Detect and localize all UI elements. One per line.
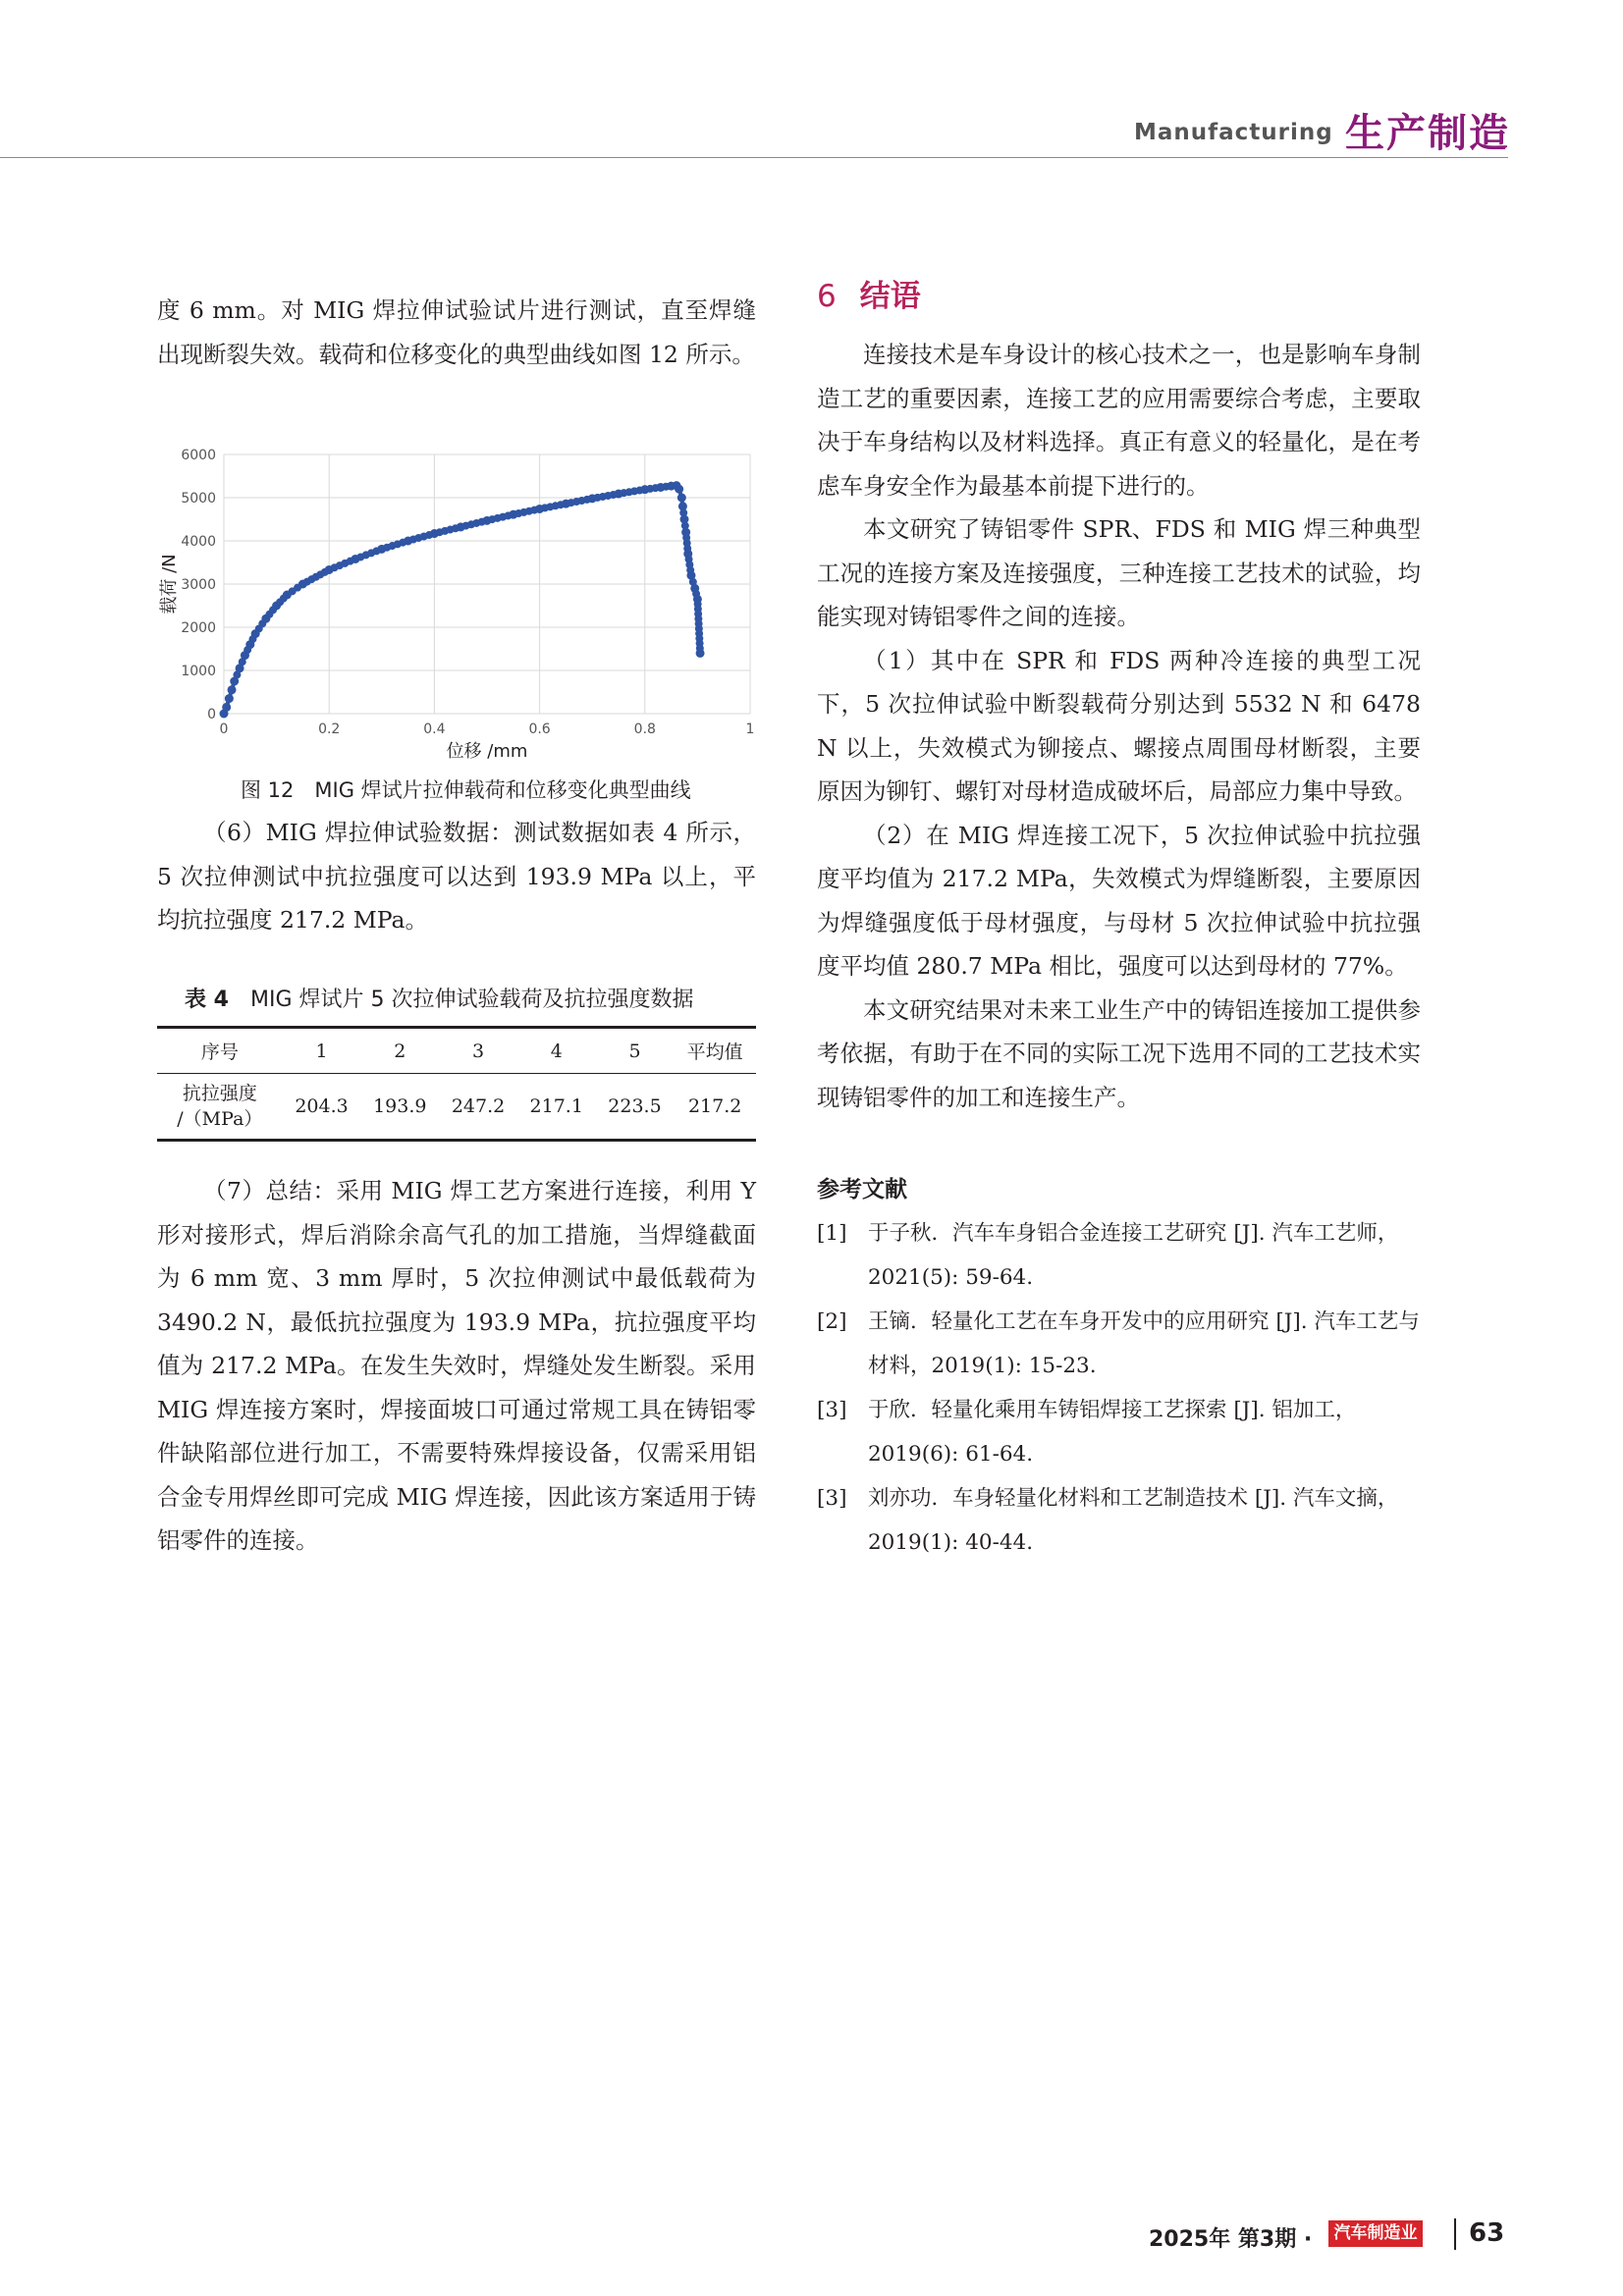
chart-point — [679, 508, 687, 516]
data-table — [157, 1026, 756, 1142]
chart-y-tick-label: 3000 — [181, 577, 216, 593]
chart-point — [652, 484, 660, 492]
chart-series-line — [224, 486, 700, 714]
table-title-text: MIG 焊试片 5 次拉伸试验载荷及抗拉强度数据 — [249, 988, 694, 1012]
table-row — [157, 1074, 756, 1141]
chart-point — [696, 644, 704, 652]
chart-point — [321, 568, 329, 576]
header-section-en: Manufacturing — [1134, 120, 1333, 145]
table-header-cell: 2 — [360, 1028, 439, 1074]
reference-number: [2] — [817, 1309, 847, 1334]
chart-point — [677, 494, 686, 503]
chart-x-tick-label: 0.6 — [528, 721, 551, 737]
chart-y-tick-label: 6000 — [181, 448, 216, 463]
load-displacement-chart — [157, 440, 761, 774]
chart-point — [681, 522, 689, 530]
chart-y-tick-label: 5000 — [181, 491, 216, 507]
table-header-row — [157, 1028, 756, 1074]
reference-item — [817, 1212, 1421, 1300]
chart-point — [610, 491, 618, 499]
table-header-cell: 序号 — [157, 1028, 283, 1074]
table-cell: 204.3 — [283, 1074, 361, 1141]
chart-point — [689, 578, 697, 586]
reference-number: [3] — [817, 1398, 847, 1422]
chart-y-label: 载荷 /N — [159, 554, 180, 614]
chart-point — [662, 483, 670, 491]
intro-paragraph: 度 6 mm。对 MIG 焊拉伸试验试片进行测试，直至焊缝出现断裂失效。载荷和位移变化的典型曲线如图 12 所示。 — [157, 296, 756, 368]
chart-y-tick-label: 2000 — [181, 620, 216, 636]
conclusion-p1: 连接技术是车身设计的核心技术之一，也是影响车身制造工艺的重要因素，连接工艺的应用需要综合考虑，主要取决于车身结构以及材料选择。真正有意义的轻量化，是在考虑车身安全作为最基本前提下进行的。 — [817, 341, 1421, 500]
left-intro — [157, 289, 756, 376]
table-cell: 217.1 — [517, 1074, 596, 1141]
chart-x-tick-label: 0.8 — [633, 721, 656, 737]
chart-x-tick-label: 1 — [745, 721, 755, 737]
row-label-line1: 抗拉强度 — [182, 1083, 257, 1104]
chart-y-tick-label: 1000 — [181, 664, 216, 679]
reference-text: 于欣．轻量化乘用车铸铝焊接工艺探索 [J]. 铝加工，2019(6): 61-64. — [868, 1398, 1357, 1467]
footer-issue: 2025年 第3期 · — [1149, 2227, 1313, 2252]
chart-x-label: 位移 /mm — [446, 741, 528, 762]
references-title: 参考文献 — [817, 1177, 907, 1202]
chart-point — [228, 685, 237, 694]
table-header-cell: 3 — [439, 1028, 517, 1074]
conclusion-p2: 本文研究了铸铝零件 SPR、FDS 和 MIG 焊三种典型工况的连接方案及连接强度，三种连接工艺技术的试验，均能实现对铸铝零件之间的连接。 — [817, 515, 1421, 630]
reference-text: 于子秋．汽车车身铝合金连接工艺研究 [J]. 汽车工艺师，2021(5): 59-64. — [868, 1221, 1399, 1290]
chart-x-tick-label: 0 — [219, 721, 229, 737]
right-body — [817, 333, 1421, 1119]
header-rule — [0, 157, 1508, 158]
left-after-figure — [157, 811, 756, 942]
chart-point — [452, 524, 460, 532]
chart-point — [530, 507, 538, 514]
section-heading — [817, 271, 921, 315]
chart-point — [557, 501, 565, 508]
chart-point — [504, 511, 512, 519]
chart-point — [243, 646, 251, 654]
chart-y-tick-label: 4000 — [181, 534, 216, 550]
table-cell: 223.5 — [596, 1074, 675, 1141]
reference-item — [817, 1301, 1421, 1388]
page-number: 63 — [1469, 2218, 1505, 2248]
chart-point — [258, 619, 266, 627]
table-header-cell: 4 — [517, 1028, 596, 1074]
reference-item — [817, 1477, 1421, 1565]
chart-point — [635, 487, 643, 495]
table-cell: 193.9 — [360, 1074, 439, 1141]
conclusion-p4: （2）在 MIG 焊连接工况下，5 次拉伸试验中抗拉强度平均值为 217.2 MPa，失效模式为焊缝断裂，主要原因为焊缝强度低于母材强度，与母材 5 次拉伸试验中抗拉强度平均值 280.7 MPa 相比，强度可以达到母材的 77%。 — [817, 821, 1421, 980]
table-title — [185, 983, 693, 1013]
reference-text: 王镝．轻量化工艺在车身开发中的应用研究 [J]. 汽车工艺与材料，2019(1): 15-23. — [868, 1309, 1420, 1378]
reference-number: [3] — [817, 1486, 847, 1511]
after-figure-paragraph: （6）MIG 焊拉伸试验数据：测试数据如表 4 所示，5 次拉伸测试中抗拉强度可以达到 193.9 MPa 以上，平均抗拉强度 217.2 MPa。 — [157, 819, 756, 934]
table-label: 表 4 — [185, 988, 229, 1012]
chart-point — [425, 531, 433, 539]
section-number: 6 — [817, 279, 837, 314]
table-row-label — [157, 1074, 283, 1141]
footer-magazine-logo: 汽车制造业 — [1328, 2220, 1423, 2247]
reference-number: [1] — [817, 1221, 847, 1246]
chart-point — [280, 595, 288, 603]
table-header-cell: 1 — [283, 1028, 361, 1074]
summary-paragraph: （7）总结：采用 MIG 焊工艺方案进行连接，利用 Y 形对接形式，焊后消除余高气孔的加工措施，当焊缝截面为 6 mm 宽、3 mm 厚时，5 次拉伸测试中最低载荷为 3490.2 N，最低抗拉强度为 193.9 MPa，抗拉强度平均值为 217.2 MPa。在发生失效时，焊缝处发生断裂。采用 MIG 焊连接方案时，焊接面坡口可通过常规工具在铸铝零件缺陷部位进行加工，不需要特殊焊接设备，仅需采用铝合金专用焊丝即可完成 MIG 焊连接，因此该方案适用于铸铝零件的连接。 — [157, 1177, 756, 1554]
references-list — [817, 1212, 1421, 1566]
chart-x-tick-label: 0.4 — [423, 721, 446, 737]
chart-point — [478, 518, 486, 526]
table-header-cell: 5 — [596, 1028, 675, 1074]
footer-divider — [1454, 2218, 1456, 2250]
chart-point — [269, 606, 277, 614]
figure-caption: 图 12 MIG 焊试片拉伸载荷和位移变化典型曲线 — [241, 778, 691, 802]
chart-point — [248, 635, 256, 643]
chart-point — [686, 566, 694, 574]
chart-y-ticks — [181, 448, 216, 722]
chart-point — [233, 670, 241, 678]
chart-point — [683, 545, 691, 553]
chart-point — [583, 496, 591, 504]
chart-points — [220, 481, 705, 718]
chart-point — [225, 694, 234, 703]
chart-point — [675, 485, 683, 494]
row-label-line2: /（MPa） — [177, 1108, 263, 1130]
chart-point — [372, 547, 380, 555]
left-summary — [157, 1169, 756, 1563]
table-cell: 247.2 — [439, 1074, 517, 1141]
conclusion-p5: 本文研究结果对未来工业生产中的铸铝连接加工提供参考依据，有助于在不同的实际工况下选用不同的工艺技术实现铸铝零件的加工和连接生产。 — [817, 995, 1421, 1111]
chart-point — [294, 584, 301, 592]
header-section-cn: 生产制造 — [1345, 111, 1510, 156]
table-header-cell: 平均值 — [674, 1028, 756, 1074]
chart-point — [347, 558, 354, 565]
chart-point — [239, 658, 246, 666]
chart-x-tick-label: 0.2 — [318, 721, 341, 737]
chart-point — [222, 703, 231, 712]
reference-item — [817, 1389, 1421, 1476]
reference-text: 刘亦功．车身轻量化材料和工艺制造技术 [J]. 汽车文摘，2019(1): 40-44. — [868, 1486, 1399, 1555]
chart-x-ticks — [220, 721, 755, 737]
conclusion-p3: （1）其中在 SPR 和 FDS 两种冷连接的典型工况下，5 次拉伸试验中断裂载荷分别达到 5532 N 和 6478 N 以上，失效模式为铆接点、螺接点周围母材断裂，主要原因为铆钉、螺钉对母材造成破坏后，局部应力集中导致。 — [817, 646, 1421, 805]
table-cell: 217.2 — [674, 1074, 756, 1141]
chart-point — [399, 539, 406, 547]
chart-y-tick-label: 0 — [207, 707, 216, 722]
chart-point — [692, 590, 700, 598]
section-title: 结语 — [859, 279, 921, 314]
